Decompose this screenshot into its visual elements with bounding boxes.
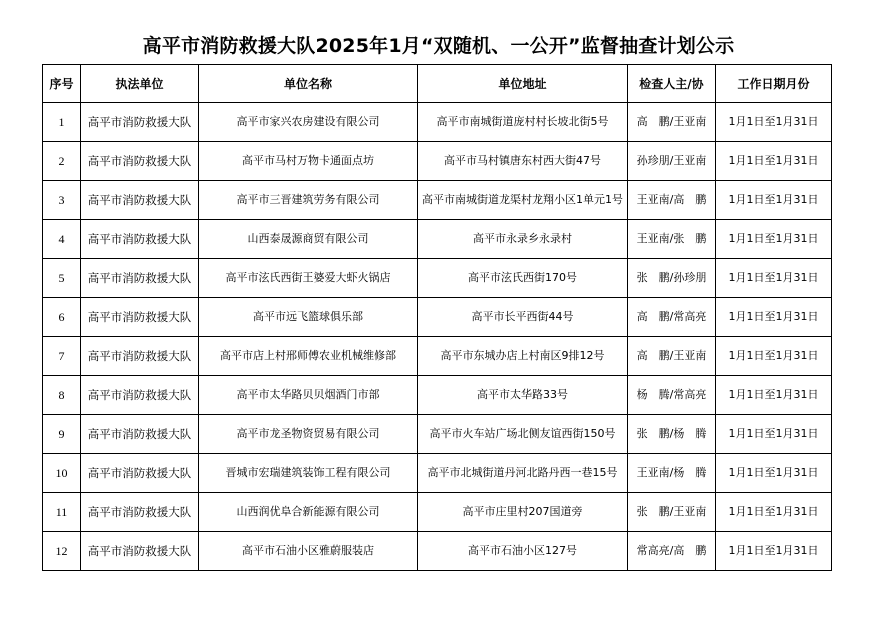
work-date-cell: 1月1日至1月31日 — [716, 103, 832, 142]
inspector-cell: 高 鹏/王亚南 — [628, 103, 716, 142]
table-row — [43, 220, 832, 259]
unit-name-cell: 高平市泫氏西街王婆爱大虾火锅店 — [199, 259, 418, 298]
seq-cell: 5 — [43, 259, 81, 298]
table-row — [43, 142, 832, 181]
table-row — [43, 415, 832, 454]
work-date-cell: 1月1日至1月31日 — [716, 493, 832, 532]
unit-name-cell: 高平市龙圣物资贸易有限公司 — [199, 415, 418, 454]
unit-address-cell: 高平市南城街道龙渠村龙翔小区1单元1号 — [418, 181, 628, 220]
seq-cell: 6 — [43, 298, 81, 337]
work-date-cell: 1月1日至1月31日 — [716, 454, 832, 493]
table-row — [43, 493, 832, 532]
inspector-cell: 孙珍朋/王亚南 — [628, 142, 716, 181]
table-row — [43, 337, 832, 376]
inspector-cell: 张 鹏/孙珍朋 — [628, 259, 716, 298]
enforcement-unit-cell: 高平市消防救援大队 — [81, 376, 199, 415]
header-enforcement-unit: 执法单位 — [81, 65, 199, 103]
unit-name-cell: 山西泰晟源商贸有限公司 — [199, 220, 418, 259]
work-date-cell: 1月1日至1月31日 — [716, 220, 832, 259]
seq-cell: 9 — [43, 415, 81, 454]
seq-cell: 2 — [43, 142, 81, 181]
inspector-cell: 杨 腾/常高亮 — [628, 376, 716, 415]
seq-cell: 10 — [43, 454, 81, 493]
unit-name-cell: 高平市马村万物卡通面点坊 — [199, 142, 418, 181]
table-row — [43, 181, 832, 220]
work-date-cell: 1月1日至1月31日 — [716, 415, 832, 454]
table-row — [43, 298, 832, 337]
table-row — [43, 532, 832, 571]
inspector-cell: 王亚南/张 鹏 — [628, 220, 716, 259]
header-seq: 序号 — [43, 65, 81, 103]
seq-cell: 7 — [43, 337, 81, 376]
enforcement-unit-cell: 高平市消防救援大队 — [81, 103, 199, 142]
inspector-cell: 常高亮/高 鹏 — [628, 532, 716, 571]
header-work-date: 工作日期月份 — [716, 65, 832, 103]
enforcement-unit-cell: 高平市消防救援大队 — [81, 298, 199, 337]
work-date-cell: 1月1日至1月31日 — [716, 376, 832, 415]
enforcement-unit-cell: 高平市消防救援大队 — [81, 181, 199, 220]
unit-name-cell: 高平市店上村邢师傅农业机械维修部 — [199, 337, 418, 376]
unit-address-cell: 高平市永录乡永录村 — [418, 220, 628, 259]
inspector-cell: 高 鹏/常高亮 — [628, 298, 716, 337]
enforcement-unit-cell: 高平市消防救援大队 — [81, 493, 199, 532]
seq-cell: 12 — [43, 532, 81, 571]
unit-address-cell: 高平市泫氏西街170号 — [418, 259, 628, 298]
unit-address-cell: 高平市北城街道丹河北路丹西一巷15号 — [418, 454, 628, 493]
table-row — [43, 259, 832, 298]
inspector-cell: 张 鹏/王亚南 — [628, 493, 716, 532]
inspector-cell: 王亚南/高 鹏 — [628, 181, 716, 220]
seq-cell: 4 — [43, 220, 81, 259]
work-date-cell: 1月1日至1月31日 — [716, 532, 832, 571]
unit-address-cell: 高平市庄里村207国道旁 — [418, 493, 628, 532]
unit-name-cell: 高平市三晋建筑劳务有限公司 — [199, 181, 418, 220]
seq-cell: 11 — [43, 493, 81, 532]
unit-name-cell: 高平市家兴农房建设有限公司 — [199, 103, 418, 142]
inspector-cell: 王亚南/杨 腾 — [628, 454, 716, 493]
unit-address-cell: 高平市东城办店上村南区9排12号 — [418, 337, 628, 376]
work-date-cell: 1月1日至1月31日 — [716, 142, 832, 181]
seq-cell: 3 — [43, 181, 81, 220]
unit-address-cell: 高平市石油小区127号 — [418, 532, 628, 571]
unit-address-cell: 高平市南城街道庞村村长坡北街5号 — [418, 103, 628, 142]
unit-name-cell: 晋城市宏瑞建筑装饰工程有限公司 — [199, 454, 418, 493]
unit-address-cell: 高平市火车站广场北侧友谊西街150号 — [418, 415, 628, 454]
enforcement-unit-cell: 高平市消防救援大队 — [81, 142, 199, 181]
seq-cell: 1 — [43, 103, 81, 142]
unit-address-cell: 高平市太华路33号 — [418, 376, 628, 415]
enforcement-unit-cell: 高平市消防救援大队 — [81, 454, 199, 493]
work-date-cell: 1月1日至1月31日 — [716, 181, 832, 220]
unit-address-cell: 高平市长平西街44号 — [418, 298, 628, 337]
table-header-row — [43, 65, 832, 103]
enforcement-unit-cell: 高平市消防救援大队 — [81, 337, 199, 376]
enforcement-unit-cell: 高平市消防救援大队 — [81, 220, 199, 259]
work-date-cell: 1月1日至1月31日 — [716, 298, 832, 337]
unit-name-cell: 高平市太华路贝贝烟酒门市部 — [199, 376, 418, 415]
enforcement-unit-cell: 高平市消防救援大队 — [81, 415, 199, 454]
enforcement-unit-cell: 高平市消防救援大队 — [81, 259, 199, 298]
unit-name-cell: 山西润优阜合新能源有限公司 — [199, 493, 418, 532]
inspector-cell: 张 鹏/杨 腾 — [628, 415, 716, 454]
table-row — [43, 376, 832, 415]
page-title: 高平市消防救援大队2025年1月“双随机、一公开”监督抽查计划公示 — [142, 35, 735, 57]
work-date-cell: 1月1日至1月31日 — [716, 337, 832, 376]
unit-name-cell: 高平市远飞篮球俱乐部 — [199, 298, 418, 337]
unit-name-cell: 高平市石油小区雅蔚服装店 — [199, 532, 418, 571]
header-unit-address: 单位地址 — [418, 65, 628, 103]
table-row — [43, 454, 832, 493]
inspector-cell: 高 鹏/王亚南 — [628, 337, 716, 376]
header-unit-name: 单位名称 — [199, 65, 418, 103]
work-date-cell: 1月1日至1月31日 — [716, 259, 832, 298]
header-inspector: 检查人主/协 — [628, 65, 716, 103]
table-row — [43, 103, 832, 142]
enforcement-unit-cell: 高平市消防救援大队 — [81, 532, 199, 571]
seq-cell: 8 — [43, 376, 81, 415]
inspection-plan-table — [42, 64, 832, 571]
unit-address-cell: 高平市马村镇唐东村西大街47号 — [418, 142, 628, 181]
